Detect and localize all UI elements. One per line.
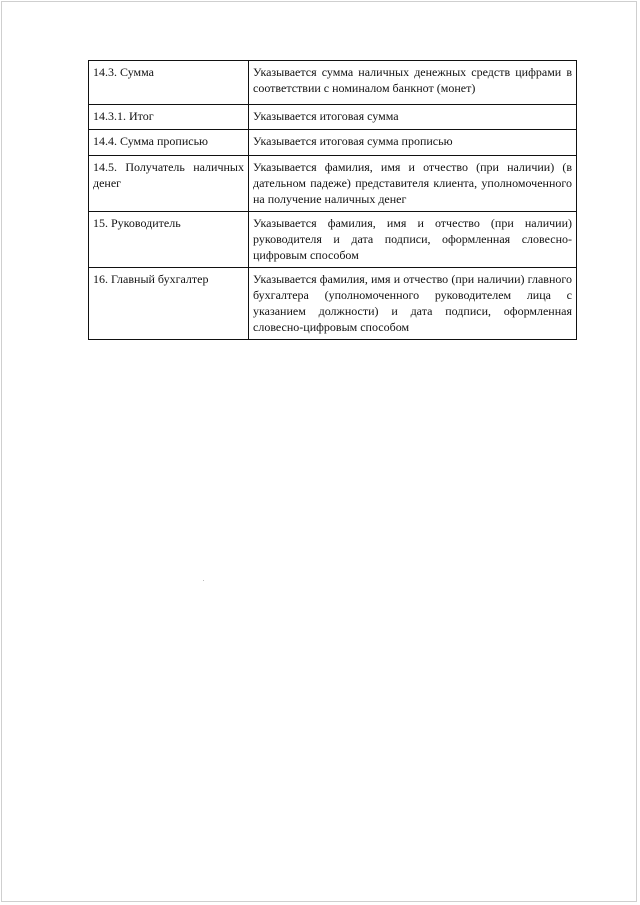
field-cell: 14.5. Получатель наличных денег [89,156,249,212]
table-row [89,212,577,268]
table-row [89,105,577,130]
table-row [89,268,577,340]
table-row [89,61,577,105]
description-cell: Указывается фамилия, имя и отчество (при наличии) главного бухгалтера (уполномоченного руководителем лица с указанием должности) и дата подписи, оформленная словесно-цифровым способом [249,268,577,340]
table-row [89,130,577,156]
field-cell: 15. Руководитель [89,212,249,268]
table-row [89,156,577,212]
description-cell: Указывается сумма наличных денежных средств цифрами в соответствии с номиналом банкнот (монет) [249,61,577,105]
description-cell: Указывается итоговая сумма прописью [249,130,577,156]
description-cell: Указывается фамилия, имя и отчество (при наличии) руководителя и дата подписи, оформленная словесно-цифровым способом [249,212,577,268]
field-cell: 14.3.1. Итог [89,105,249,130]
description-cell: Указывается фамилия, имя и отчество (при наличии) (в дательном падеже) представителя клиента, уполномоченного на получение наличных денег [249,156,577,212]
field-cell: 16. Главный бухгалтер [89,268,249,340]
field-cell: 14.4. Сумма прописью [89,130,249,156]
description-cell: Указывается итоговая сумма [249,105,577,130]
scan-speck [203,580,204,581]
field-cell: 14.3. Сумма [89,61,249,105]
field-description-table [88,60,577,340]
